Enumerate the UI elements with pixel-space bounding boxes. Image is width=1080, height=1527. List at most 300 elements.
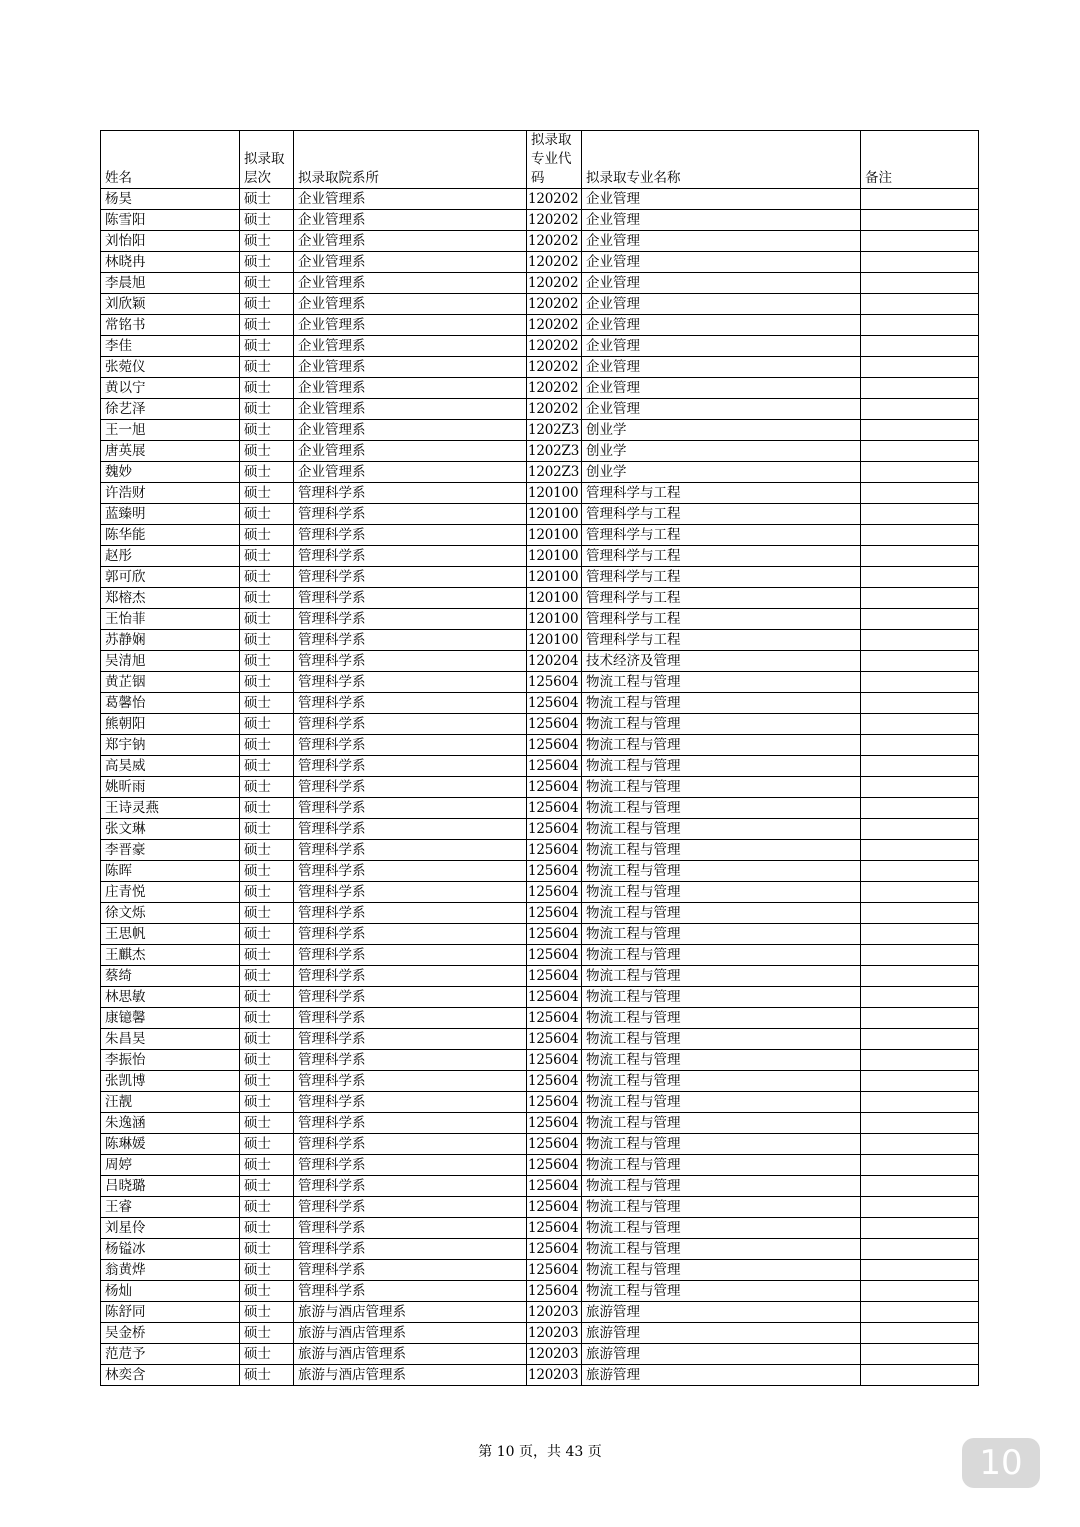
cell-note	[861, 252, 979, 273]
cell-name: 许浩财	[101, 483, 240, 504]
cell-major: 物流工程与管理	[582, 903, 861, 924]
cell-level: 硕士	[240, 378, 294, 399]
cell-name: 徐文烁	[101, 903, 240, 924]
cell-note	[861, 840, 979, 861]
cell-level: 硕士	[240, 987, 294, 1008]
cell-name: 王一旭	[101, 420, 240, 441]
cell-level: 硕士	[240, 1323, 294, 1344]
cell-level: 硕士	[240, 294, 294, 315]
cell-major: 物流工程与管理	[582, 777, 861, 798]
cell-note	[861, 966, 979, 987]
table-row	[101, 966, 979, 987]
cell-note	[861, 777, 979, 798]
cell-dept: 企业管理系	[294, 462, 527, 483]
cell-level: 硕士	[240, 357, 294, 378]
cell-code: 125604	[527, 1134, 582, 1155]
cell-major: 物流工程与管理	[582, 693, 861, 714]
cell-code: 125604	[527, 672, 582, 693]
cell-name: 王怡菲	[101, 609, 240, 630]
table-row	[101, 1071, 979, 1092]
cell-level: 硕士	[240, 1197, 294, 1218]
cell-code: 125604	[527, 1113, 582, 1134]
cell-dept: 企业管理系	[294, 399, 527, 420]
cell-note	[861, 1239, 979, 1260]
cell-dept: 企业管理系	[294, 420, 527, 441]
cell-code: 120202	[527, 294, 582, 315]
table-row	[101, 462, 979, 483]
cell-name: 朱逸涵	[101, 1113, 240, 1134]
cell-note	[861, 987, 979, 1008]
cell-level: 硕士	[240, 1239, 294, 1260]
cell-dept: 企业管理系	[294, 315, 527, 336]
cell-level: 硕士	[240, 1134, 294, 1155]
cell-dept: 管理科学系	[294, 924, 527, 945]
cell-name: 葛馨怡	[101, 693, 240, 714]
cell-major: 物流工程与管理	[582, 735, 861, 756]
cell-note	[861, 1155, 979, 1176]
cell-note	[861, 504, 979, 525]
cell-dept: 管理科学系	[294, 672, 527, 693]
cell-code: 125604	[527, 1239, 582, 1260]
cell-code: 120202	[527, 357, 582, 378]
cell-name: 徐艺泽	[101, 399, 240, 420]
cell-level: 硕士	[240, 609, 294, 630]
cell-major: 企业管理	[582, 231, 861, 252]
table-header-row	[101, 131, 979, 189]
cell-code: 120204	[527, 651, 582, 672]
cell-code: 120203	[527, 1323, 582, 1344]
cell-code: 125604	[527, 819, 582, 840]
table-row	[101, 819, 979, 840]
cell-note	[861, 756, 979, 777]
table-row	[101, 294, 979, 315]
cell-dept: 管理科学系	[294, 819, 527, 840]
cell-code: 125604	[527, 777, 582, 798]
cell-dept: 企业管理系	[294, 336, 527, 357]
cell-major: 物流工程与管理	[582, 798, 861, 819]
cell-note	[861, 798, 979, 819]
cell-note	[861, 1365, 979, 1386]
cell-dept: 管理科学系	[294, 1281, 527, 1302]
cell-name: 郑榕杰	[101, 588, 240, 609]
cell-dept: 管理科学系	[294, 693, 527, 714]
table-row	[101, 210, 979, 231]
cell-note	[861, 903, 979, 924]
cell-name: 王思帆	[101, 924, 240, 945]
cell-note	[861, 735, 979, 756]
cell-dept: 管理科学系	[294, 1113, 527, 1134]
cell-code: 125604	[527, 735, 582, 756]
cell-name: 苏静娴	[101, 630, 240, 651]
cell-note	[861, 525, 979, 546]
cell-level: 硕士	[240, 882, 294, 903]
cell-level: 硕士	[240, 483, 294, 504]
cell-major: 物流工程与管理	[582, 1239, 861, 1260]
cell-major: 管理科学与工程	[582, 483, 861, 504]
cell-major: 创业学	[582, 441, 861, 462]
cell-dept: 管理科学系	[294, 777, 527, 798]
cell-name: 唐英展	[101, 441, 240, 462]
cell-code: 125604	[527, 1260, 582, 1281]
cell-dept: 管理科学系	[294, 987, 527, 1008]
cell-note	[861, 1029, 979, 1050]
table-row	[101, 945, 979, 966]
cell-note	[861, 315, 979, 336]
table-row	[101, 924, 979, 945]
table-row	[101, 252, 979, 273]
cell-level: 硕士	[240, 651, 294, 672]
cell-major: 物流工程与管理	[582, 882, 861, 903]
cell-level: 硕士	[240, 441, 294, 462]
cell-major: 企业管理	[582, 378, 861, 399]
header-level: 拟录取层次	[240, 131, 294, 189]
cell-major: 管理科学与工程	[582, 588, 861, 609]
cell-major: 旅游管理	[582, 1365, 861, 1386]
cell-name: 黄以宁	[101, 378, 240, 399]
cell-level: 硕士	[240, 966, 294, 987]
table-row	[101, 441, 979, 462]
cell-name: 周婷	[101, 1155, 240, 1176]
admission-table	[100, 130, 979, 1386]
cell-dept: 管理科学系	[294, 588, 527, 609]
cell-level: 硕士	[240, 189, 294, 210]
cell-dept: 企业管理系	[294, 231, 527, 252]
cell-major: 物流工程与管理	[582, 924, 861, 945]
cell-name: 陈琳媛	[101, 1134, 240, 1155]
cell-major: 物流工程与管理	[582, 756, 861, 777]
cell-dept: 管理科学系	[294, 1050, 527, 1071]
table-row	[101, 336, 979, 357]
cell-code: 125604	[527, 945, 582, 966]
cell-name: 陈晖	[101, 861, 240, 882]
cell-note	[861, 861, 979, 882]
cell-code: 125604	[527, 966, 582, 987]
cell-major: 物流工程与管理	[582, 1029, 861, 1050]
cell-code: 120202	[527, 210, 582, 231]
cell-name: 陈华能	[101, 525, 240, 546]
table-row	[101, 1134, 979, 1155]
cell-major: 物流工程与管理	[582, 945, 861, 966]
cell-code: 125604	[527, 924, 582, 945]
cell-dept: 企业管理系	[294, 357, 527, 378]
cell-name: 林晓冉	[101, 252, 240, 273]
cell-name: 王麒杰	[101, 945, 240, 966]
table-row	[101, 1155, 979, 1176]
cell-note	[861, 273, 979, 294]
cell-name: 李晨旭	[101, 273, 240, 294]
cell-name: 黄芷铟	[101, 672, 240, 693]
cell-dept: 管理科学系	[294, 504, 527, 525]
cell-major: 物流工程与管理	[582, 966, 861, 987]
cell-level: 硕士	[240, 1092, 294, 1113]
cell-major: 管理科学与工程	[582, 567, 861, 588]
header-major: 拟录取专业名称	[582, 131, 861, 189]
cell-name: 张菀仪	[101, 357, 240, 378]
cell-level: 硕士	[240, 315, 294, 336]
table-row	[101, 588, 979, 609]
cell-name: 汪靓	[101, 1092, 240, 1113]
cell-note	[861, 693, 979, 714]
cell-major: 物流工程与管理	[582, 1197, 861, 1218]
cell-dept: 管理科学系	[294, 651, 527, 672]
table-row	[101, 273, 979, 294]
cell-major: 企业管理	[582, 189, 861, 210]
cell-level: 硕士	[240, 1071, 294, 1092]
table-row	[101, 777, 979, 798]
cell-dept: 管理科学系	[294, 1260, 527, 1281]
cell-dept: 旅游与酒店管理系	[294, 1344, 527, 1365]
table-row	[101, 1008, 979, 1029]
cell-note	[861, 462, 979, 483]
cell-dept: 管理科学系	[294, 1239, 527, 1260]
table-row	[101, 357, 979, 378]
cell-dept: 管理科学系	[294, 1071, 527, 1092]
cell-name: 杨昊	[101, 189, 240, 210]
cell-level: 硕士	[240, 1218, 294, 1239]
cell-level: 硕士	[240, 672, 294, 693]
cell-note	[861, 1071, 979, 1092]
cell-name: 康镱馨	[101, 1008, 240, 1029]
cell-name: 庄青悦	[101, 882, 240, 903]
cell-code: 125604	[527, 1176, 582, 1197]
cell-note	[861, 189, 979, 210]
cell-code: 125604	[527, 861, 582, 882]
cell-dept: 管理科学系	[294, 1197, 527, 1218]
cell-note	[861, 609, 979, 630]
table-row	[101, 1302, 979, 1323]
cell-dept: 企业管理系	[294, 273, 527, 294]
cell-level: 硕士	[240, 399, 294, 420]
cell-code: 120100	[527, 588, 582, 609]
cell-note	[861, 1344, 979, 1365]
cell-level: 硕士	[240, 588, 294, 609]
cell-major: 物流工程与管理	[582, 714, 861, 735]
cell-major: 物流工程与管理	[582, 1281, 861, 1302]
cell-major: 物流工程与管理	[582, 672, 861, 693]
cell-code: 1202Z3	[527, 441, 582, 462]
cell-major: 物流工程与管理	[582, 1134, 861, 1155]
cell-code: 120202	[527, 315, 582, 336]
cell-dept: 管理科学系	[294, 609, 527, 630]
cell-code: 125604	[527, 1281, 582, 1302]
cell-major: 企业管理	[582, 252, 861, 273]
cell-note	[861, 1197, 979, 1218]
cell-note	[861, 399, 979, 420]
table-row	[101, 546, 979, 567]
cell-code: 125604	[527, 1218, 582, 1239]
cell-code: 120100	[527, 504, 582, 525]
cell-name: 郑宇钠	[101, 735, 240, 756]
table-row	[101, 420, 979, 441]
cell-dept: 管理科学系	[294, 1008, 527, 1029]
cell-level: 硕士	[240, 903, 294, 924]
cell-code: 125604	[527, 1155, 582, 1176]
cell-code: 125604	[527, 987, 582, 1008]
cell-dept: 企业管理系	[294, 441, 527, 462]
cell-level: 硕士	[240, 735, 294, 756]
cell-note	[861, 588, 979, 609]
table-row	[101, 1113, 979, 1134]
cell-major: 物流工程与管理	[582, 1008, 861, 1029]
table-row	[101, 315, 979, 336]
cell-note	[861, 651, 979, 672]
cell-note	[861, 924, 979, 945]
cell-note	[861, 1302, 979, 1323]
cell-name: 朱昌昊	[101, 1029, 240, 1050]
table-row	[101, 882, 979, 903]
cell-note	[861, 714, 979, 735]
cell-major: 物流工程与管理	[582, 1176, 861, 1197]
cell-level: 硕士	[240, 693, 294, 714]
table-row	[101, 651, 979, 672]
cell-major: 管理科学与工程	[582, 525, 861, 546]
cell-name: 李佳	[101, 336, 240, 357]
cell-code: 120202	[527, 252, 582, 273]
cell-level: 硕士	[240, 1050, 294, 1071]
cell-major: 企业管理	[582, 336, 861, 357]
cell-major: 企业管理	[582, 357, 861, 378]
table-row	[101, 609, 979, 630]
cell-level: 硕士	[240, 210, 294, 231]
cell-dept: 管理科学系	[294, 525, 527, 546]
table-row	[101, 840, 979, 861]
cell-major: 管理科学与工程	[582, 609, 861, 630]
cell-major: 企业管理	[582, 210, 861, 231]
cell-name: 高昊威	[101, 756, 240, 777]
cell-name: 赵彤	[101, 546, 240, 567]
cell-note	[861, 546, 979, 567]
cell-dept: 管理科学系	[294, 1092, 527, 1113]
cell-dept: 管理科学系	[294, 1155, 527, 1176]
cell-major: 技术经济及管理	[582, 651, 861, 672]
cell-code: 120203	[527, 1365, 582, 1386]
table-row	[101, 1323, 979, 1344]
cell-major: 物流工程与管理	[582, 1071, 861, 1092]
cell-dept: 管理科学系	[294, 840, 527, 861]
cell-major: 物流工程与管理	[582, 840, 861, 861]
cell-code: 125604	[527, 882, 582, 903]
table-row	[101, 1050, 979, 1071]
cell-major: 物流工程与管理	[582, 819, 861, 840]
cell-code: 125604	[527, 1071, 582, 1092]
cell-note	[861, 357, 979, 378]
cell-name: 蔡绮	[101, 966, 240, 987]
cell-dept: 管理科学系	[294, 798, 527, 819]
table-row	[101, 1344, 979, 1365]
cell-major: 物流工程与管理	[582, 861, 861, 882]
cell-dept: 管理科学系	[294, 1134, 527, 1155]
cell-level: 硕士	[240, 1281, 294, 1302]
cell-name: 常铭书	[101, 315, 240, 336]
cell-code: 1202Z3	[527, 462, 582, 483]
cell-note	[861, 210, 979, 231]
cell-level: 硕士	[240, 1302, 294, 1323]
cell-name: 李晋豪	[101, 840, 240, 861]
cell-major: 旅游管理	[582, 1302, 861, 1323]
cell-dept: 管理科学系	[294, 1218, 527, 1239]
cell-name: 吴金桥	[101, 1323, 240, 1344]
table-row	[101, 1281, 979, 1302]
cell-name: 王睿	[101, 1197, 240, 1218]
cell-dept: 旅游与酒店管理系	[294, 1302, 527, 1323]
cell-name: 陈雪阳	[101, 210, 240, 231]
cell-major: 物流工程与管理	[582, 1260, 861, 1281]
cell-dept: 管理科学系	[294, 630, 527, 651]
cell-note	[861, 336, 979, 357]
cell-major: 物流工程与管理	[582, 1113, 861, 1134]
cell-name: 陈舒同	[101, 1302, 240, 1323]
table-row	[101, 798, 979, 819]
cell-level: 硕士	[240, 1029, 294, 1050]
cell-level: 硕士	[240, 819, 294, 840]
cell-name: 吴清旭	[101, 651, 240, 672]
cell-major: 创业学	[582, 420, 861, 441]
header-note: 备注	[861, 131, 979, 189]
cell-dept: 管理科学系	[294, 1176, 527, 1197]
table-row	[101, 1365, 979, 1386]
table-row	[101, 1176, 979, 1197]
cell-code: 120100	[527, 630, 582, 651]
cell-level: 硕士	[240, 273, 294, 294]
cell-code: 120100	[527, 483, 582, 504]
cell-note	[861, 231, 979, 252]
cell-note	[861, 1113, 979, 1134]
cell-code: 125604	[527, 693, 582, 714]
table-body	[101, 189, 979, 1386]
cell-dept: 管理科学系	[294, 861, 527, 882]
cell-note	[861, 378, 979, 399]
cell-dept: 管理科学系	[294, 903, 527, 924]
cell-major: 管理科学与工程	[582, 630, 861, 651]
cell-name: 范苊予	[101, 1344, 240, 1365]
cell-code: 120100	[527, 546, 582, 567]
cell-name: 翁黄烨	[101, 1260, 240, 1281]
cell-name: 张凯博	[101, 1071, 240, 1092]
cell-level: 硕士	[240, 231, 294, 252]
cell-level: 硕士	[240, 840, 294, 861]
cell-code: 125604	[527, 1197, 582, 1218]
cell-major: 企业管理	[582, 399, 861, 420]
table-row	[101, 987, 979, 1008]
cell-code: 125604	[527, 798, 582, 819]
cell-name: 杨镒冰	[101, 1239, 240, 1260]
cell-level: 硕士	[240, 630, 294, 651]
cell-code: 120202	[527, 336, 582, 357]
cell-level: 硕士	[240, 504, 294, 525]
cell-name: 蓝臻明	[101, 504, 240, 525]
table-row	[101, 567, 979, 588]
cell-major: 管理科学与工程	[582, 504, 861, 525]
cell-code: 1202Z3	[527, 420, 582, 441]
table-row	[101, 525, 979, 546]
cell-name: 刘欣颖	[101, 294, 240, 315]
cell-note	[861, 1260, 979, 1281]
cell-dept: 管理科学系	[294, 483, 527, 504]
cell-name: 张文琳	[101, 819, 240, 840]
table-row	[101, 672, 979, 693]
cell-code: 125604	[527, 756, 582, 777]
cell-name: 林思敏	[101, 987, 240, 1008]
cell-dept: 管理科学系	[294, 882, 527, 903]
cell-note	[861, 483, 979, 504]
cell-dept: 管理科学系	[294, 945, 527, 966]
table-row	[101, 1260, 979, 1281]
cell-level: 硕士	[240, 1008, 294, 1029]
cell-major: 旅游管理	[582, 1344, 861, 1365]
cell-note	[861, 1176, 979, 1197]
cell-name: 杨灿	[101, 1281, 240, 1302]
cell-major: 物流工程与管理	[582, 987, 861, 1008]
